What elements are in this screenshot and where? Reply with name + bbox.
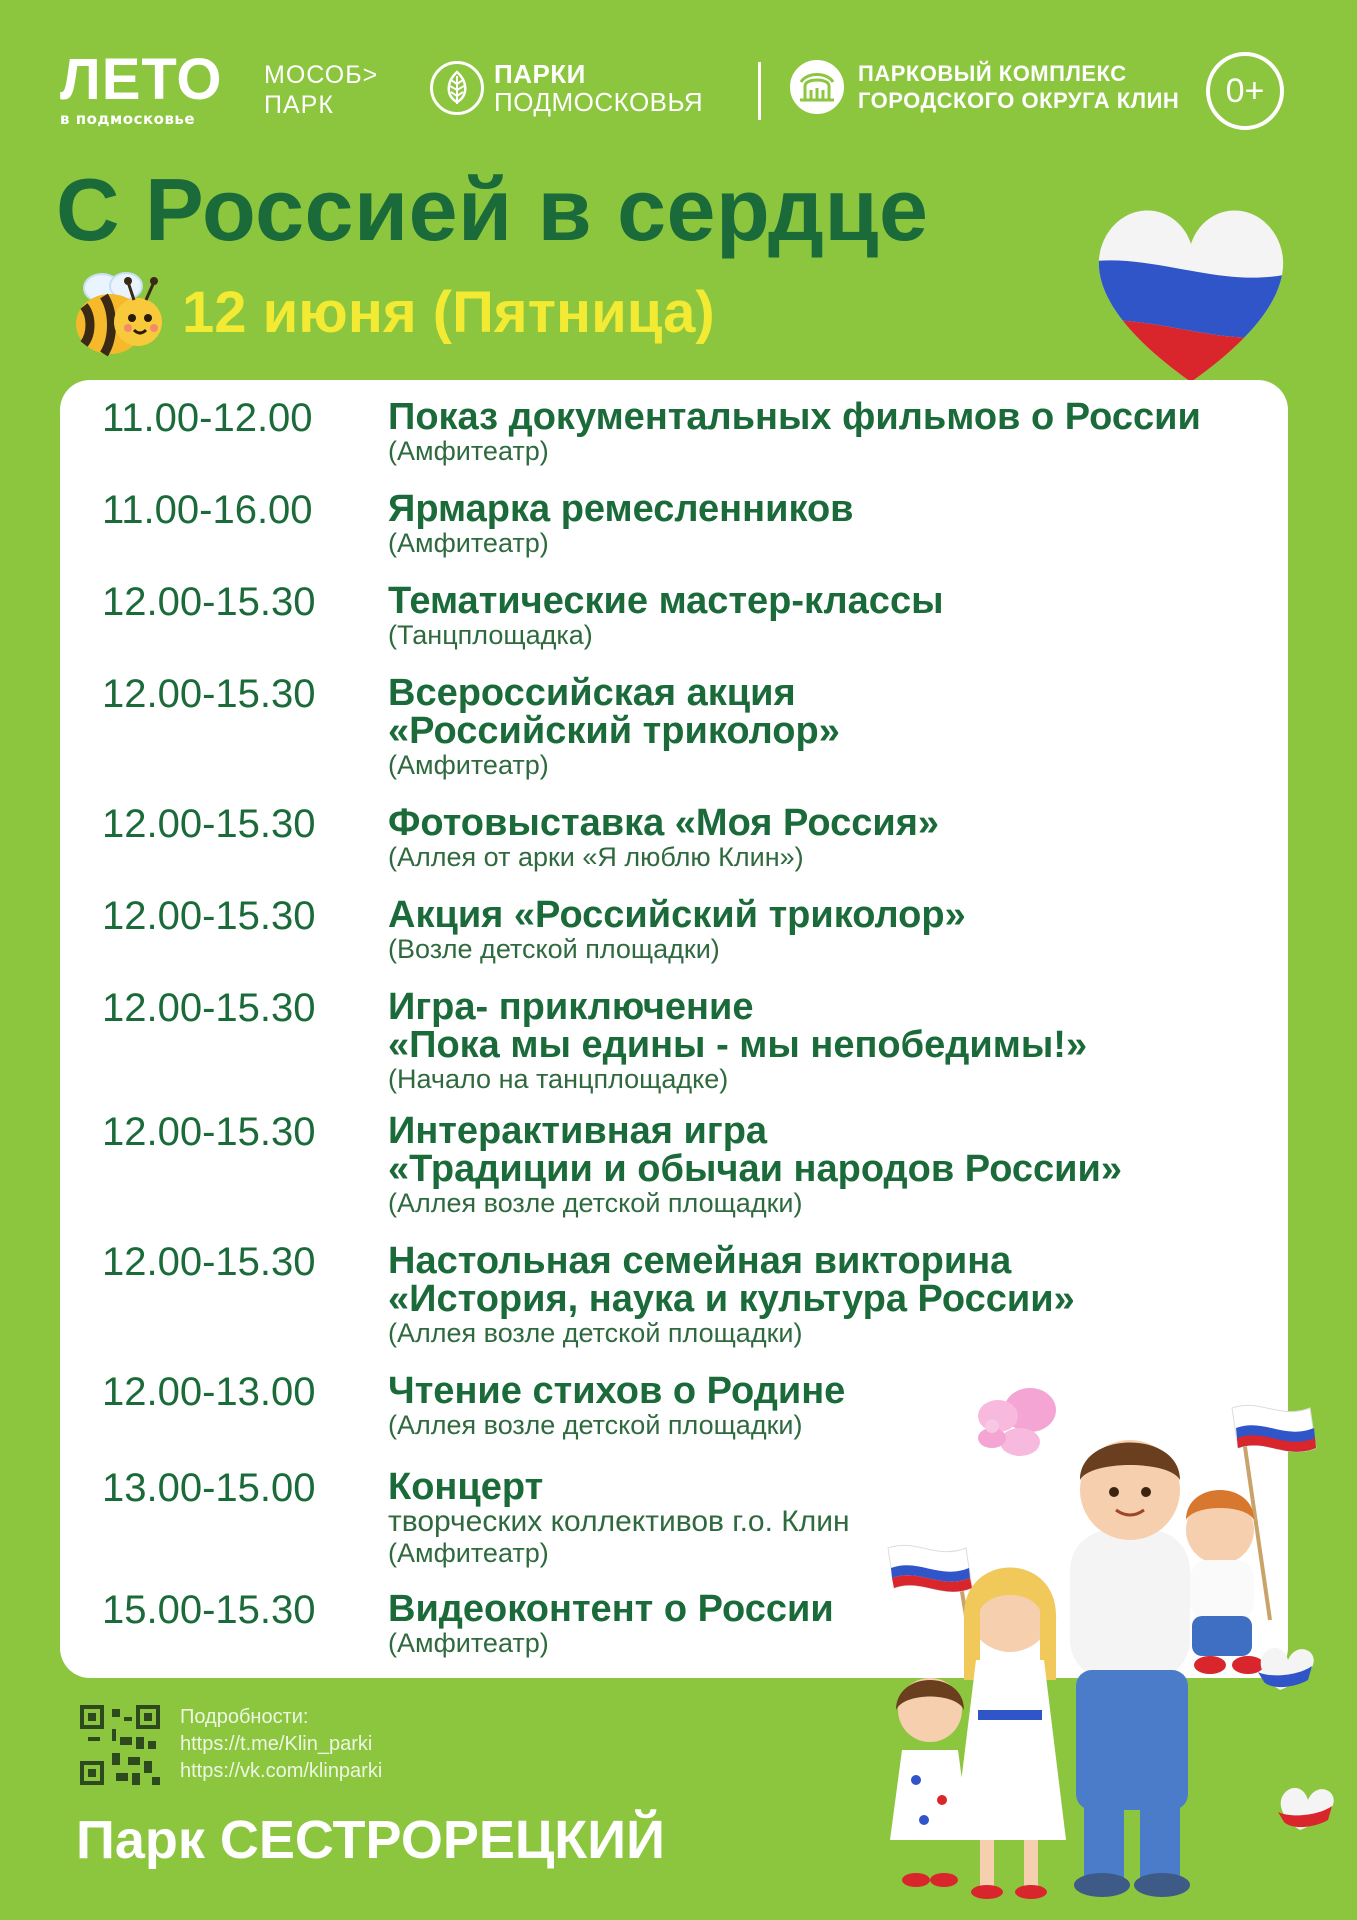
klin-park-logo bbox=[790, 60, 1179, 114]
event-title: Интерактивная игра bbox=[388, 1110, 768, 1152]
event-title: Показ документальных фильмов о России bbox=[388, 396, 1201, 438]
event-time: 12.00-13.00 bbox=[102, 1370, 316, 1414]
event-place: (Аллея возле детской площадки) bbox=[388, 1410, 803, 1440]
leto-logo-title: ЛЕТО bbox=[60, 47, 223, 112]
event-time: 12.00-15.30 bbox=[102, 1110, 316, 1154]
park-name: Парк СЕСТРОРЕЦКИЙ bbox=[76, 1810, 665, 1870]
header bbox=[0, 47, 1357, 132]
leaf-logo-icon bbox=[430, 61, 484, 115]
mosobpark-line1: МОСОБ> bbox=[264, 61, 379, 89]
parki-line1: ПАРКИ bbox=[494, 59, 586, 89]
event-title: Ярмарка ремесленников bbox=[388, 488, 854, 530]
park-logo-icon bbox=[790, 60, 844, 114]
event-place: (Амфитеатр) bbox=[388, 528, 549, 558]
qr-code-icon[interactable] bbox=[80, 1705, 160, 1785]
event-time: 12.00-15.30 bbox=[102, 802, 316, 846]
event-title: Всероссийская акция bbox=[388, 672, 796, 714]
event-title: Видеоконтент о России bbox=[388, 1588, 834, 1630]
event-time: 12.00-15.30 bbox=[102, 672, 316, 716]
event-title-line2: «Российский триколор» bbox=[388, 710, 840, 752]
event-subtitle: творческих коллективов г.о. Клин bbox=[388, 1505, 850, 1538]
event-time: 12.00-15.30 bbox=[102, 1240, 316, 1284]
event-title-line2: «Пока мы едины - мы непобедимы!» bbox=[388, 1024, 1088, 1066]
event-time: 15.00-15.30 bbox=[102, 1588, 316, 1632]
event-place: (Аллея возле детской площадки) bbox=[388, 1188, 803, 1218]
event-place: (Начало на танцплощадке) bbox=[388, 1064, 729, 1094]
family-illustration bbox=[880, 1380, 1340, 1914]
header-divider bbox=[758, 62, 761, 120]
event-title: Игра- приключение bbox=[388, 986, 754, 1028]
event-title: Акция «Российский триколор» bbox=[388, 894, 966, 936]
klin-line1: ПАРКОВЫЙ КОМПЛЕКС bbox=[858, 61, 1127, 86]
event-title-line2: «История, наука и культура России» bbox=[388, 1278, 1075, 1320]
event-time: 11.00-12.00 bbox=[102, 396, 313, 440]
event-time: 12.00-15.30 bbox=[102, 580, 316, 624]
mosobpark-line2: ПАРК bbox=[264, 91, 334, 119]
event-date: 12 июня (Пятница) bbox=[182, 280, 715, 345]
parki-line2: ПОДМОСКОВЬЯ bbox=[494, 87, 704, 117]
event-place: (Танцплощадка) bbox=[388, 620, 593, 650]
event-place: (Амфитеатр) bbox=[388, 1538, 549, 1568]
parki-podmoskovya-logo bbox=[430, 60, 703, 116]
klin-line2: ГОРОДСКОГО ОКРУГА КЛИН bbox=[858, 88, 1180, 113]
event-title: Настольная семейная викторина bbox=[388, 1240, 1012, 1282]
event-time: 12.00-15.30 bbox=[102, 894, 316, 938]
footer-info bbox=[80, 1704, 382, 1785]
details-label: Подробности: bbox=[180, 1706, 309, 1728]
event-title: Фотовыставка «Моя Россия» bbox=[388, 802, 940, 844]
page-title: С Россией в сердце bbox=[56, 160, 929, 259]
event-place: (Аллея от арки «Я люблю Клин») bbox=[388, 842, 804, 872]
age-rating-badge: 0+ bbox=[1206, 52, 1284, 130]
mosobpark-logo bbox=[264, 60, 378, 120]
telegram-link[interactable]: https://t.me/Klin_parki bbox=[180, 1733, 373, 1755]
butterfly-icon bbox=[978, 1388, 1056, 1456]
event-place: (Амфитеатр) bbox=[388, 1628, 549, 1658]
event-place: (Амфитеатр) bbox=[388, 750, 549, 780]
event-title: Тематические мастер-классы bbox=[388, 580, 944, 622]
vk-link[interactable]: https://vk.com/klinparki bbox=[180, 1760, 383, 1782]
event-title: Чтение стихов о Родине bbox=[388, 1370, 846, 1412]
event-time: 12.00-15.30 bbox=[102, 986, 316, 1030]
event-place: (Амфитеатр) bbox=[388, 436, 549, 466]
footer-links bbox=[180, 1704, 382, 1785]
heart-flag-icon bbox=[1086, 192, 1296, 396]
leto-logo-subtitle: в подмосковье bbox=[60, 110, 196, 128]
bee-icon bbox=[62, 268, 166, 364]
event-title-line2: «Традиции и обычаи народов России» bbox=[388, 1148, 1123, 1190]
event-place: (Возле детской площадки) bbox=[388, 934, 720, 964]
event-title: Концерт bbox=[388, 1466, 544, 1508]
event-time: 13.00-15.00 bbox=[102, 1466, 316, 1510]
event-place: (Аллея возле детской площадки) bbox=[388, 1318, 803, 1348]
leto-logo bbox=[60, 47, 223, 128]
event-time: 11.00-16.00 bbox=[102, 488, 313, 532]
